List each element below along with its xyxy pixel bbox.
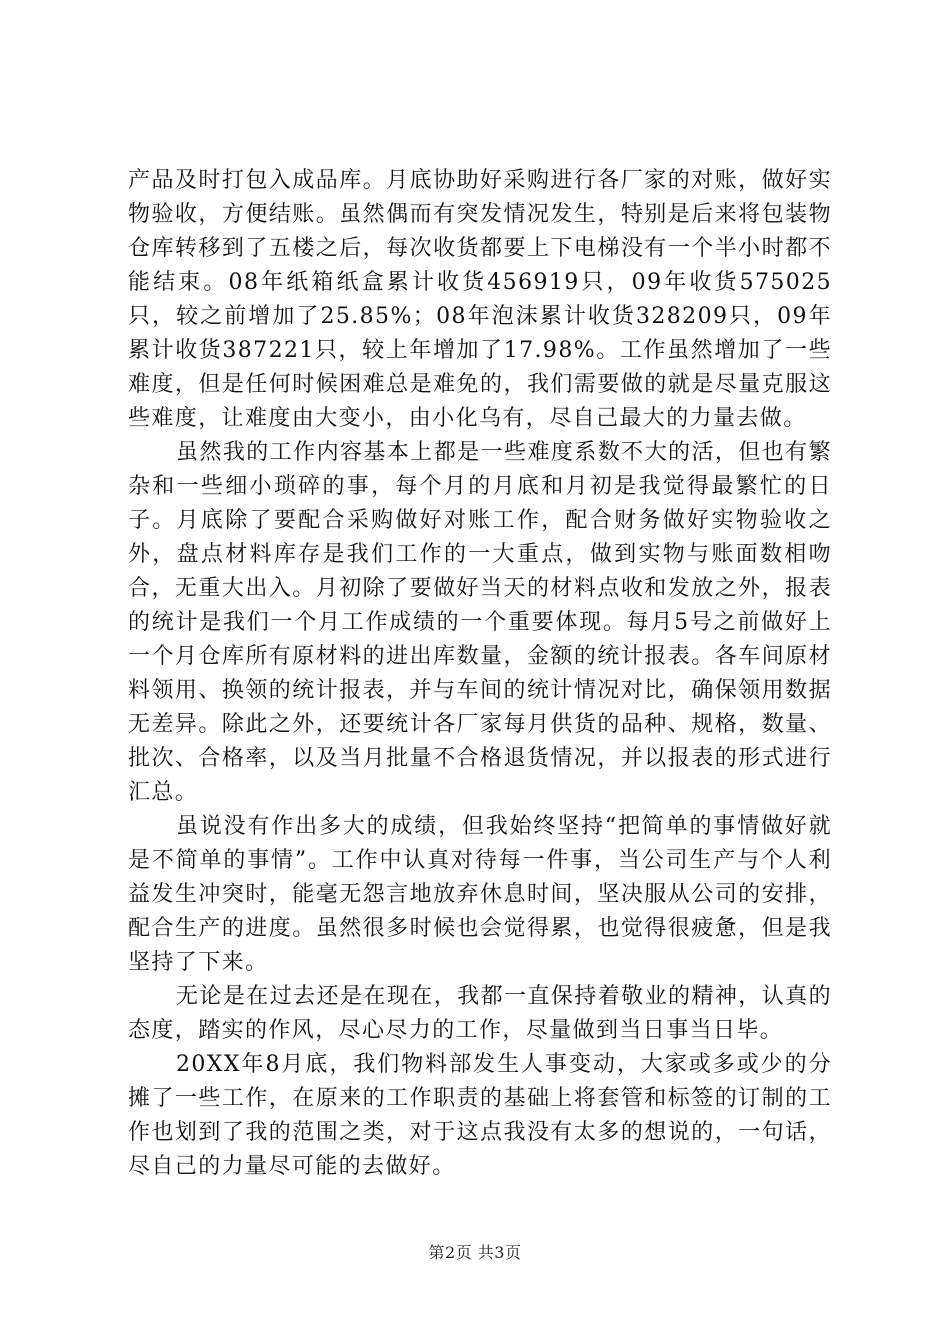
paragraph: 无论是在过去还是在现在，我都一直保持着敬业的精神，认真的态度，踏实的作风，尽心尽力的工作，尽量做到当日事当日毕。 <box>128 984 832 1043</box>
page-number-footer: 第2页 共3页 <box>428 1243 522 1262</box>
paragraph: 20XX年8月底，我们物料部发生人事变动，大家或多或少的分摊了一些工作，在原来的工作职责的基础上将套管和标签的订制的工作也划到了我的范围之类，对于这点我没有太多的想说的，一句话，尽自己的力量尽可能的去做好。 <box>128 1052 832 1179</box>
paragraph: 虽然我的工作内容基本上都是一些难度系数不大的活，但也有繁杂和一些细小琐碎的事，每个月的月底和月初是我觉得最繁忙的日子。月底除了要配合采购做好对账工作，配合财务做好实物验收之外，盘点材料库存是我们工作的一大重点，做到实物与账面数相吻合，无重大出入。月初除了要做好当天的材料点收和发放之外，报表的统计是我们一个月工作成绩的一个重要体现。每月5号之前做好上一个月仓库所有原材料的进出库数量，金额的统计报表。各车间原材料领用、换领的统计报表，并与车间的统计情况对比，确保领用数据无差异。除此之外，还要统计各厂家每月供货的品种、规格，数量、批次、合格率，以及当月批量不合格退货情况，并以报表的形式进行汇总。 <box>128 440 832 805</box>
paragraph-continued: 产品及时打包入成品库。月底协助好采购进行各厂家的对账，做好实物验收，方便结账。虽然偶而有突发情况发生，特别是后来将包装物仓库转移到了五楼之后，每次收货都要上下电梯没有一个半小时都不能结束。08年纸箱纸盒累计收货456919只，09年收货575025只，较之前增加了25.85%；08年泡沫累计收货328209只，09年累计收货387221只，较上年增加了17.98%。工作虽然增加了一些难度，但是任何时候困难总是难免的，我们需要做的就是尽量克服这些难度，让难度由大变小，由小化乌有，尽自己最大的力量去做。 <box>128 168 832 431</box>
document-body <box>128 164 832 1184</box>
paragraph: 虽说没有作出多大的成绩，但我始终坚持“把简单的事情做好就是不简单的事情”。工作中认真对待每一件事，当公司生产与个人利益发生冲突时，能毫无怨言地放弃休息时间，坚决服从公司的安排，配合生产的进度。虽然很多时候也会觉得累，也觉得很疲惫，但是我坚持了下来。 <box>128 814 832 975</box>
